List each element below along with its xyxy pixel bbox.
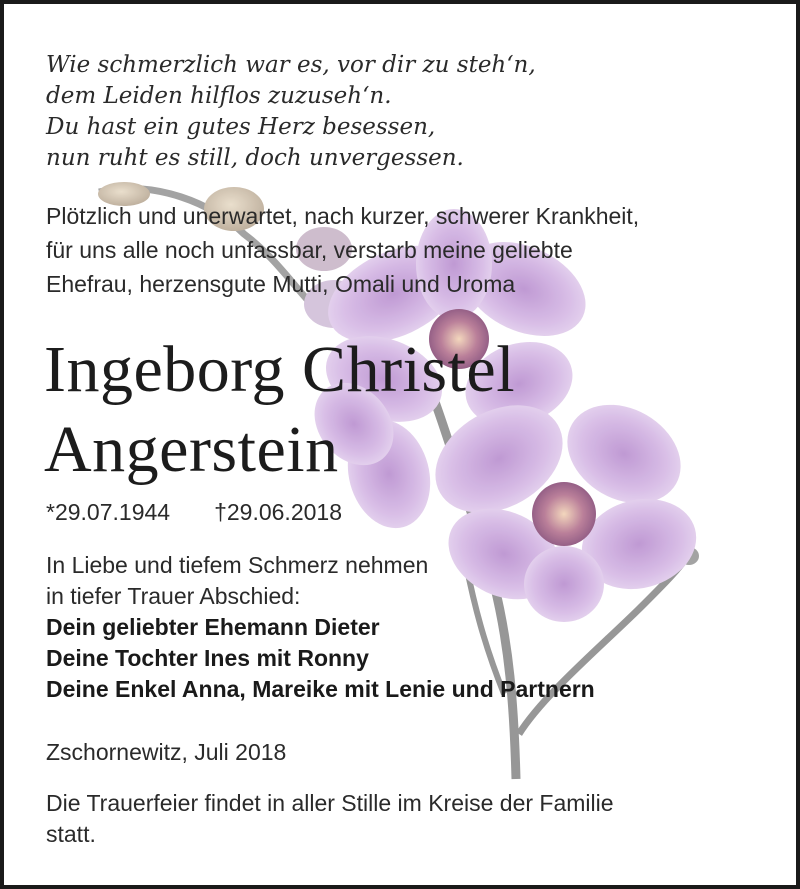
funeral-note	[46, 788, 614, 850]
announcement-line: Ehefrau, herzensgute Mutti, Omali und Uroma	[46, 271, 516, 297]
mourner-name: Deine Enkel Anna, Mareike mit Lenie und Partnern	[46, 676, 595, 702]
poem-line: Du hast ein gutes Herz besessen,	[46, 114, 436, 140]
deceased-name	[44, 330, 515, 490]
announcement-line: für uns alle noch unfassbar, verstarb meine geliebte	[46, 237, 573, 263]
mourners-block	[46, 550, 595, 705]
deceased-surname: Angerstein	[44, 413, 339, 486]
poem-line: dem Leiden hilflos zuzuseh‘n.	[46, 83, 392, 109]
mourner-name: Deine Tochter Ines mit Ronny	[46, 645, 369, 671]
death-date: †29.06.2018	[214, 499, 342, 525]
place-date: Zschornewitz, Juli 2018	[46, 739, 287, 765]
life-dates	[46, 497, 342, 527]
deceased-first-names: Ingeborg Christel	[44, 333, 516, 406]
poem-line: Wie schmerzlich war es, vor dir zu steh‘n,	[46, 52, 536, 78]
funeral-note-line: Die Trauerfeier findet in aller Stille im Kreise der Familie	[46, 790, 614, 816]
mourners-intro-line: in tiefer Trauer Abschied:	[46, 583, 301, 609]
death-announcement	[46, 199, 639, 301]
poem-line: nun ruht es still, doch unvergessen.	[46, 145, 464, 171]
funeral-note-line: statt.	[46, 821, 96, 847]
birth-date: *29.07.1944	[46, 499, 171, 525]
memorial-poem	[46, 50, 536, 174]
announcement-line: Plötzlich und unerwartet, nach kurzer, schwerer Krankheit,	[46, 203, 640, 229]
mourner-name: Dein geliebter Ehemann Dieter	[46, 614, 380, 640]
mourners-intro-line: In Liebe und tiefem Schmerz nehmen	[46, 552, 429, 578]
